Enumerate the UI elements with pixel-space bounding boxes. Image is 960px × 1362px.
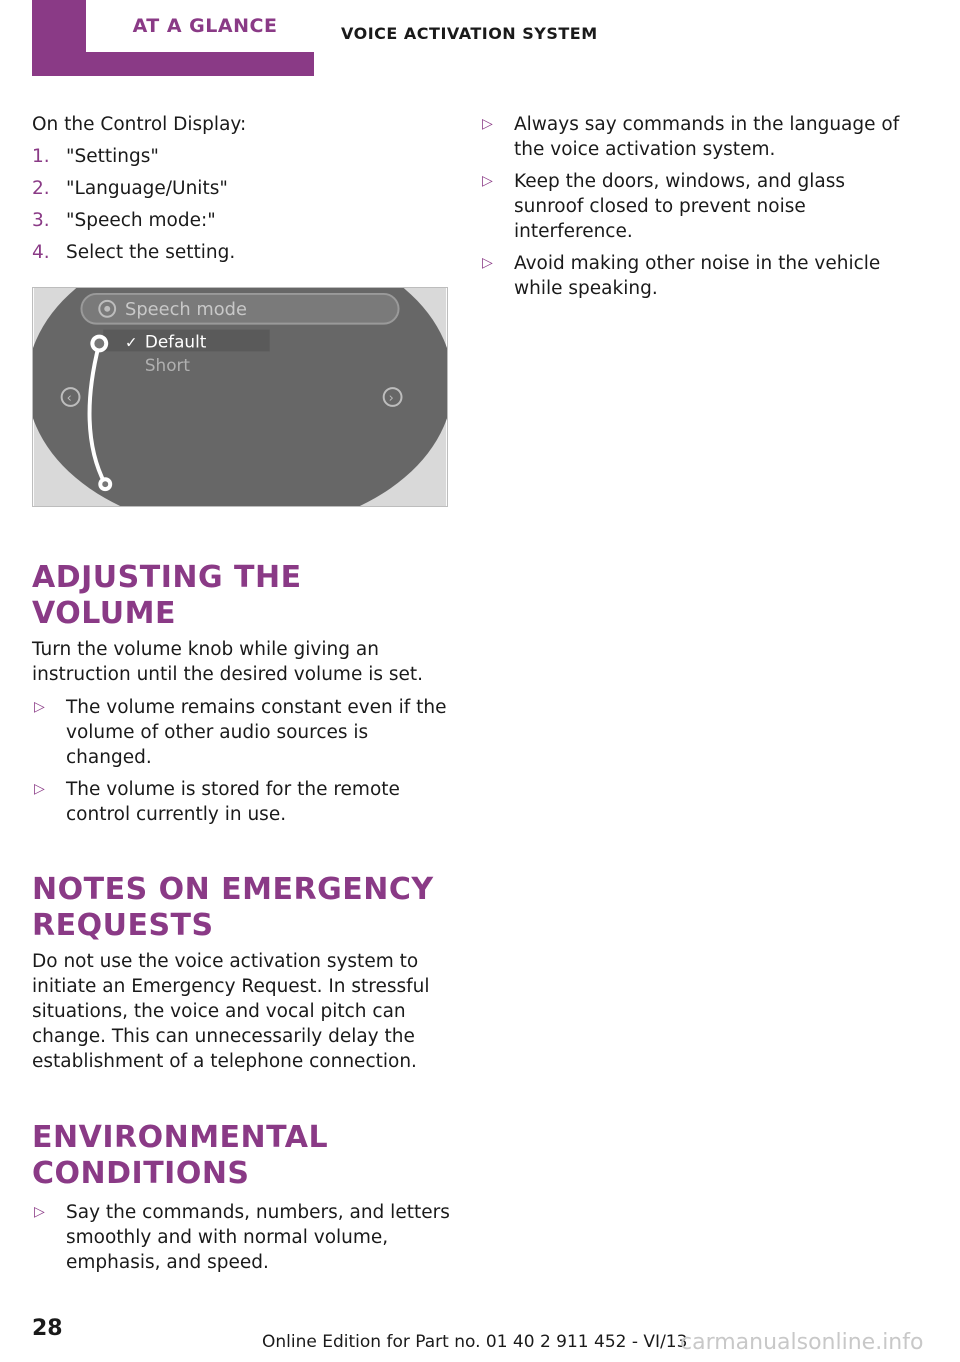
triangle-bullet-icon: ▷: [482, 116, 493, 132]
triangle-bullet-icon: ▷: [482, 255, 493, 271]
svg-text:›: ›: [388, 390, 394, 406]
triangle-bullet-icon: ▷: [34, 781, 45, 797]
heading-adjusting-volume: ADJUSTING THE VOLUME: [32, 560, 302, 631]
edition-text: Online Edition for Part no. 01 40 2 911 452 - VI/13: [262, 1332, 688, 1352]
triangle-bullet-icon: ▷: [34, 699, 45, 715]
control-display-screenshot: [32, 287, 448, 507]
heading-emergency-requests: NOTES ON EMERGENCY REQUESTS: [32, 872, 434, 943]
steps-list: [32, 144, 450, 265]
header-tab-label: AT A GLANCE: [86, 0, 324, 52]
right-column: [480, 112, 900, 308]
step-item: 3. "Speech mode:": [32, 210, 216, 231]
step-item: 4. Select the setting.: [32, 242, 236, 263]
left-column: [32, 112, 450, 1282]
bullet-item: ▷ Avoid making other noise in the vehicle while speaking.: [482, 253, 881, 299]
right-bullets: [480, 112, 900, 301]
intro-text: On the Control Display:: [32, 114, 247, 135]
screen-title: Speech mode: [125, 298, 247, 320]
bullet-item: ▷ Always say commands in the language of the voice activation system.: [482, 114, 900, 160]
checkmark-icon: ✓: [125, 333, 138, 352]
volume-bullets: [32, 695, 450, 827]
page-number: 28: [32, 1316, 63, 1341]
svg-text:‹: ‹: [66, 390, 72, 406]
header-tab-at-a-glance[interactable]: [32, 0, 314, 76]
header-section-title: VOICE ACTIVATION SYSTEM: [341, 24, 598, 43]
triangle-bullet-icon: ▷: [482, 173, 493, 189]
volume-body: Turn the volume knob while giving an instruction until the desired volume is set.: [32, 639, 424, 685]
option-short[interactable]: Short: [144, 355, 191, 376]
triangle-bullet-icon: ▷: [34, 1204, 45, 1220]
watermark: carmanualsonline.info: [680, 1330, 924, 1355]
emergency-body: Do not use the voice activation system to initiate an Emergency Request. In stressful situations, the voice and vocal pitch can change. This can unnecessarily delay the establishment of a telephone connection.: [32, 951, 430, 1072]
bullet-item: ▷ The volume remains constant even if the volume of other audio sources is changed.: [34, 697, 447, 768]
step-item: 2. "Language/Units": [32, 178, 228, 199]
bullet-item: ▷ Say the commands, numbers, and letters smoothly and with normal volume, emphasis, and speed.: [34, 1202, 450, 1273]
bullet-item: ▷ The volume is stored for the remote control currently in use.: [34, 779, 400, 825]
step-item: 1. "Settings": [32, 146, 159, 167]
option-default[interactable]: Default: [144, 331, 207, 352]
environment-bullets: [32, 1200, 450, 1275]
bullet-item: ▷ Keep the doors, windows, and glass sunroof closed to prevent noise interference.: [482, 171, 845, 242]
heading-environmental-conditions: ENVIRONMENTAL CONDITIONS: [32, 1120, 329, 1191]
